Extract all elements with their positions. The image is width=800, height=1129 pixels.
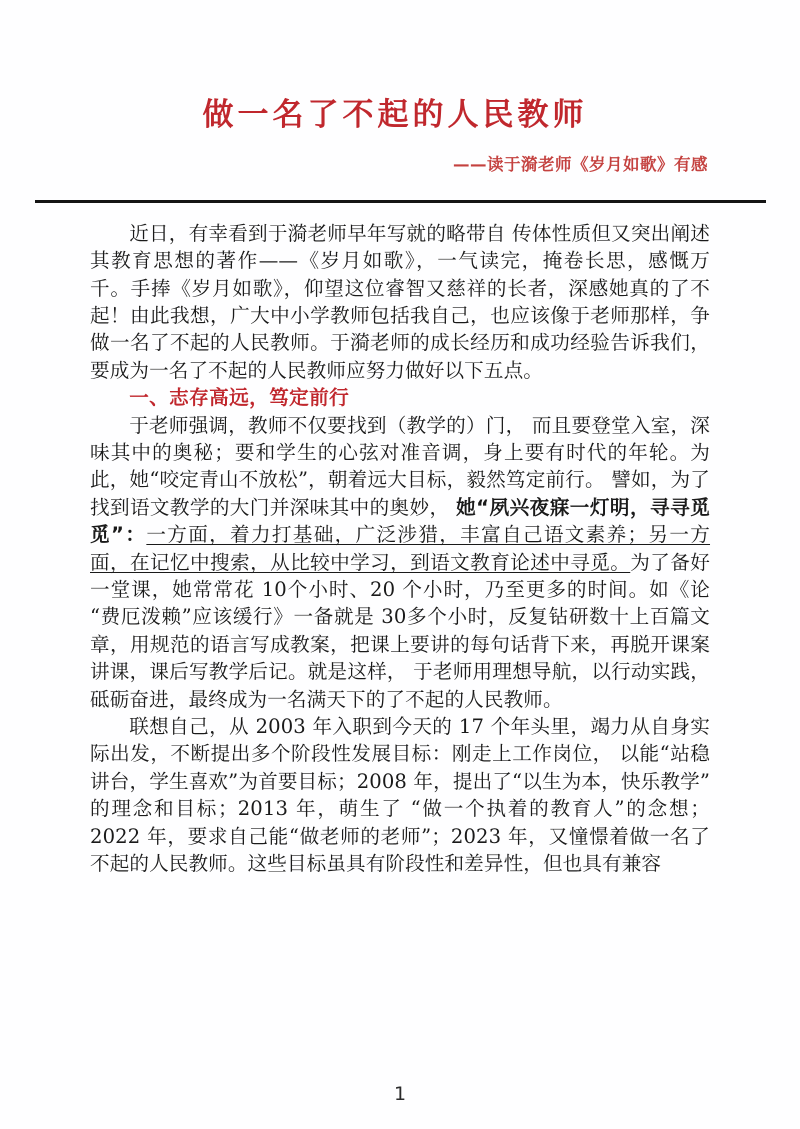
run-normal-lead: 于老师强调，教师不仅要找到（教学的）门， 而且要登堂入室，深味其中的奥秘；要和学生的心弦对准音调，身上要有时代的年轮。为此，她“咬定青山不放松”，朝着远大目标，毅然笃定前行。 譬如，为了找到语文教学的大门并深味其中的奥妙，	[90, 413, 710, 519]
page-title: 做一名了不起的人民教师	[202, 97, 588, 133]
title-block	[0, 0, 800, 203]
page-subtitle: ——读于漪老师《岁月如歌》有感	[453, 154, 708, 174]
run-normal-tail: 为了备好一堂课，她常常花 10个小时、20 个小时，乃至更多的时间。如《论“费厄泼赖”应该缓行》一备就是 30多个小时，反复钻研数十上百篇文章，用规范的语言写成教案，把课上要讲的每句话背下来，再脱开课案讲课，课后写教学后记。就是这样， 于老师用理想导航，以行动实践，砥砺奋进，最终成为一名满天下的了不起的人民教师。	[90, 550, 711, 711]
document-body	[90, 220, 710, 878]
paragraph-intro: 近日，有幸看到于漪老师早年写就的略带自 传体性质但又突出阐述其教育思想的著作——《岁月如歌》，一气读完，掩卷长思，感慨万千。手捧《岁月如歌》，仰望这位睿智又慈祥的长者，深感她真的了不起！由此我想，广大中小学教师包括我自己，也应该像于老师那样，争做一名了不起的人民教师。于漪老师的成长经历和成功经验告诉我们，要成为一名了不起的人民教师应努力做好以下五点。	[90, 221, 710, 382]
run-underlined: 一方面，着力打基础，广泛涉猎，丰富自己语文素养；另一方面，在记忆中搜索，从比较中学习，到语文教育论述中寻觅。	[90, 523, 711, 574]
section-heading-one: 一、志存高远，笃定前行	[129, 386, 350, 410]
paragraph-section-one-b: 联想自己，从 2003 年入职到今天的 17 个年头里，竭力从自身实际出发，不断提出多个阶段性发展目标：刚走上工作岗位， 以能“站稳讲台，学生喜欢”为首要目标；2008 年，提出了“以生为本，快乐教学”的理念和目标；2013 年，萌生了 “做一个执着的教育人”的念想；2022 年，要求自己能“做老师的老师”；2023 年，又憧憬着做一名了不起的人民教师。这些目标虽具有阶段性和差异性，但也具有兼容	[90, 715, 710, 876]
page-number: 1	[393, 1083, 407, 1105]
run-bold-quote: 她“夙兴夜寐一灯明，寻寻觅觅”：	[90, 495, 710, 547]
title-divider	[35, 200, 766, 203]
paragraph-section-one-a	[90, 412, 710, 713]
